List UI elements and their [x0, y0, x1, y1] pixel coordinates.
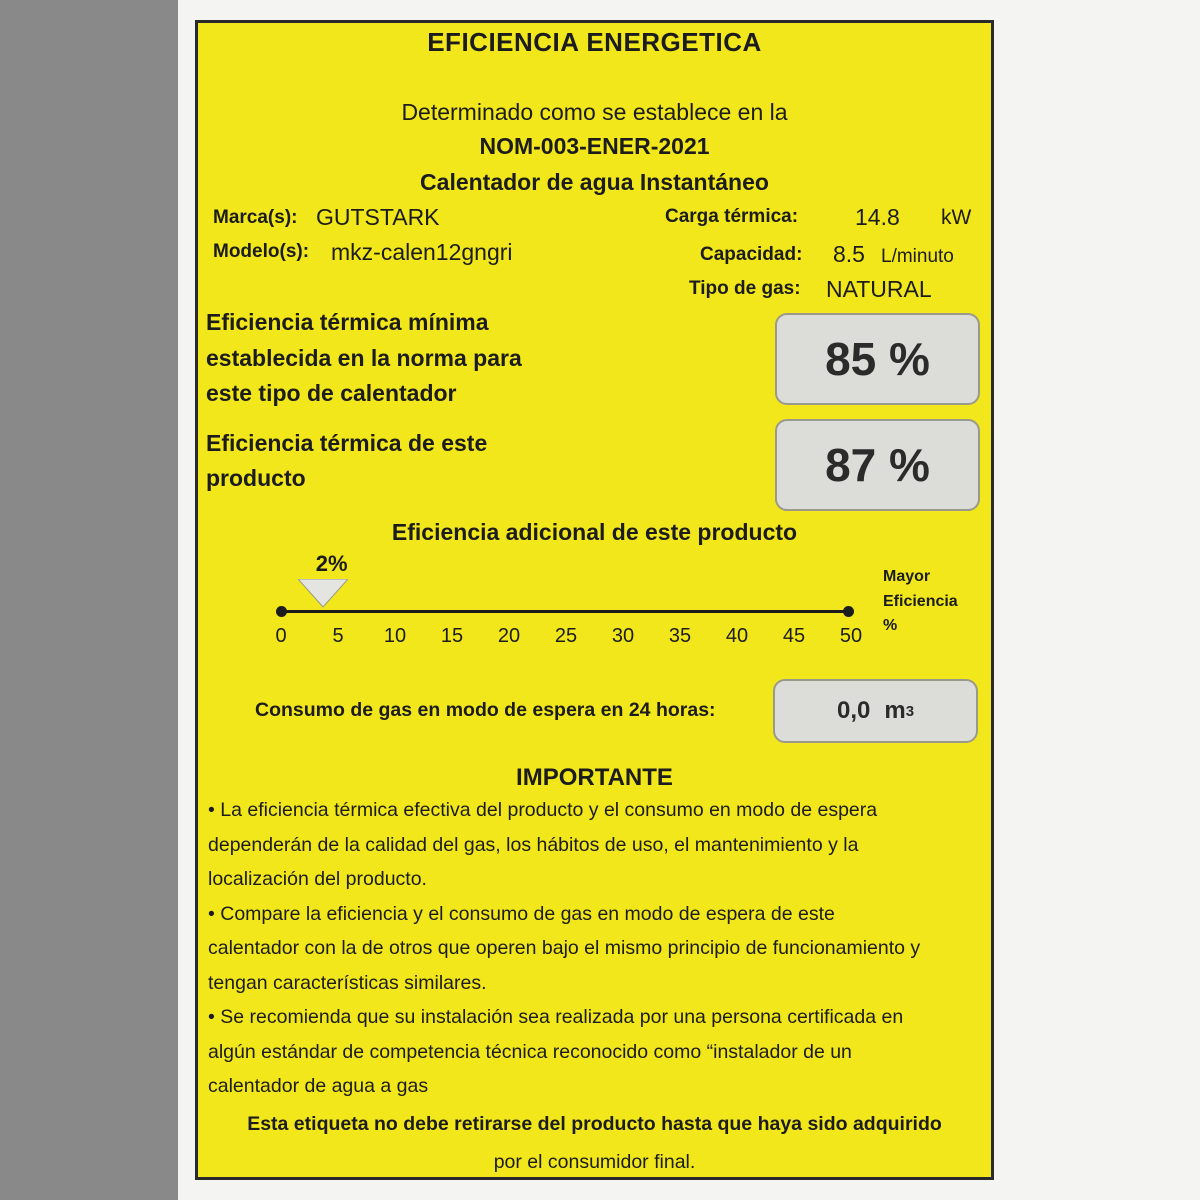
standby-value: 0,0	[836, 697, 871, 724]
scale-tick-label: 5	[332, 625, 344, 647]
norm-code: NOM-003-ENER-2021	[479, 133, 710, 159]
standby-unit: m	[884, 697, 906, 724]
capacity-value: 8.5	[833, 241, 865, 267]
product-efficiency-value: 87 %	[825, 439, 930, 491]
important-note-line: tengan características similares.	[208, 971, 487, 994]
model-label: Modelo(s):	[213, 241, 310, 262]
scale-tick-label: 10	[383, 625, 407, 647]
footer-line1: Esta etiqueta no debe retirarse del producto hasta que haya sido adquirido	[247, 1113, 942, 1135]
standby-value-box	[773, 679, 978, 743]
product-efficiency-value-box	[775, 419, 980, 511]
scale-tick-label: 50	[839, 625, 863, 647]
subtitle-line: Determinado como se establece en la	[401, 99, 788, 125]
scale-tick-label: 30	[611, 625, 635, 647]
scale-tick-label: 35	[668, 625, 692, 647]
important-note-line: algún estándar de competencia técnica reconocido como “instalador de un	[208, 1040, 852, 1063]
additional-efficiency-title: Eficiencia adicional de este producto	[391, 519, 798, 545]
important-note-line: • Se recomienda que su instalación sea realizada por una persona certificada en	[208, 1006, 904, 1028]
capacity-label: Capacidad:	[700, 244, 803, 265]
scale-tick-label: 0	[275, 625, 287, 647]
scale-tick-label: 15	[440, 625, 464, 647]
important-note-line: • Compare la eficiencia y el consumo de gas en modo de espera de este	[208, 902, 835, 925]
important-title: IMPORTANTE	[516, 764, 673, 791]
energy-efficiency-label	[195, 20, 994, 1180]
gas-type-label: Tipo de gas:	[689, 278, 801, 299]
brand-value: GUTSTARK	[316, 204, 440, 230]
scale-tick-label: 40	[725, 625, 749, 647]
product-efficiency-line1: Eficiencia térmica de este	[206, 430, 488, 456]
important-note-line: calentador de agua a gas	[208, 1075, 429, 1097]
gas-type-value: NATURAL	[826, 276, 932, 302]
marker-triangle-icon	[298, 579, 348, 609]
marker-label: 2%	[315, 551, 348, 576]
scale-side-line2: Eficiencia	[883, 593, 958, 610]
min-efficiency-line1: Eficiencia térmica mínima	[206, 309, 489, 335]
standby-label: Consumo de gas en modo de espera en 24 horas:	[255, 699, 716, 721]
capacity-unit: L/minuto	[881, 246, 954, 267]
min-efficiency-line3: este tipo de calentador	[206, 380, 457, 406]
product-efficiency-line2: producto	[206, 465, 306, 491]
important-note-line: calentador con la de otros que operen bajo el mismo principio de funcionamiento y	[208, 937, 921, 959]
scale-tick-label: 45	[782, 625, 806, 647]
important-note-line: dependerán de la calidad del gas, los hábitos de uso, el mantenimiento y la	[208, 833, 859, 856]
scale-side-line3: %	[883, 617, 898, 634]
product-type: Calentador de agua Instantáneo	[420, 169, 769, 195]
min-efficiency-line2: establecida en la norma para	[206, 345, 522, 371]
efficiency-scale-line	[281, 610, 851, 613]
standby-unit-exponent: 3	[905, 702, 915, 720]
scale-start-dot	[276, 606, 287, 617]
label-title: EFICIENCIA ENERGETICA	[427, 27, 762, 57]
min-efficiency-value-box	[775, 313, 980, 405]
important-note-line: • La eficiencia térmica efectiva del producto y el consumo en modo de espera	[208, 799, 878, 821]
model-value: mkz-calen12gngri	[331, 239, 513, 265]
scale-tick-label: 20	[497, 625, 521, 647]
thermal-load-value: 14.8	[855, 204, 900, 230]
brand-label: Marca(s):	[213, 207, 298, 228]
important-note-line: localización del producto.	[208, 868, 427, 890]
thermal-load-label: Carga térmica:	[665, 206, 799, 227]
thermal-load-unit: kW	[941, 206, 972, 229]
scale-tick-label: 25	[554, 625, 578, 647]
min-efficiency-value: 85 %	[825, 333, 930, 385]
scale-side-line1: Mayor	[883, 568, 931, 585]
scale-end-dot	[843, 606, 854, 617]
footer-line2: por el consumidor final.	[493, 1151, 696, 1173]
